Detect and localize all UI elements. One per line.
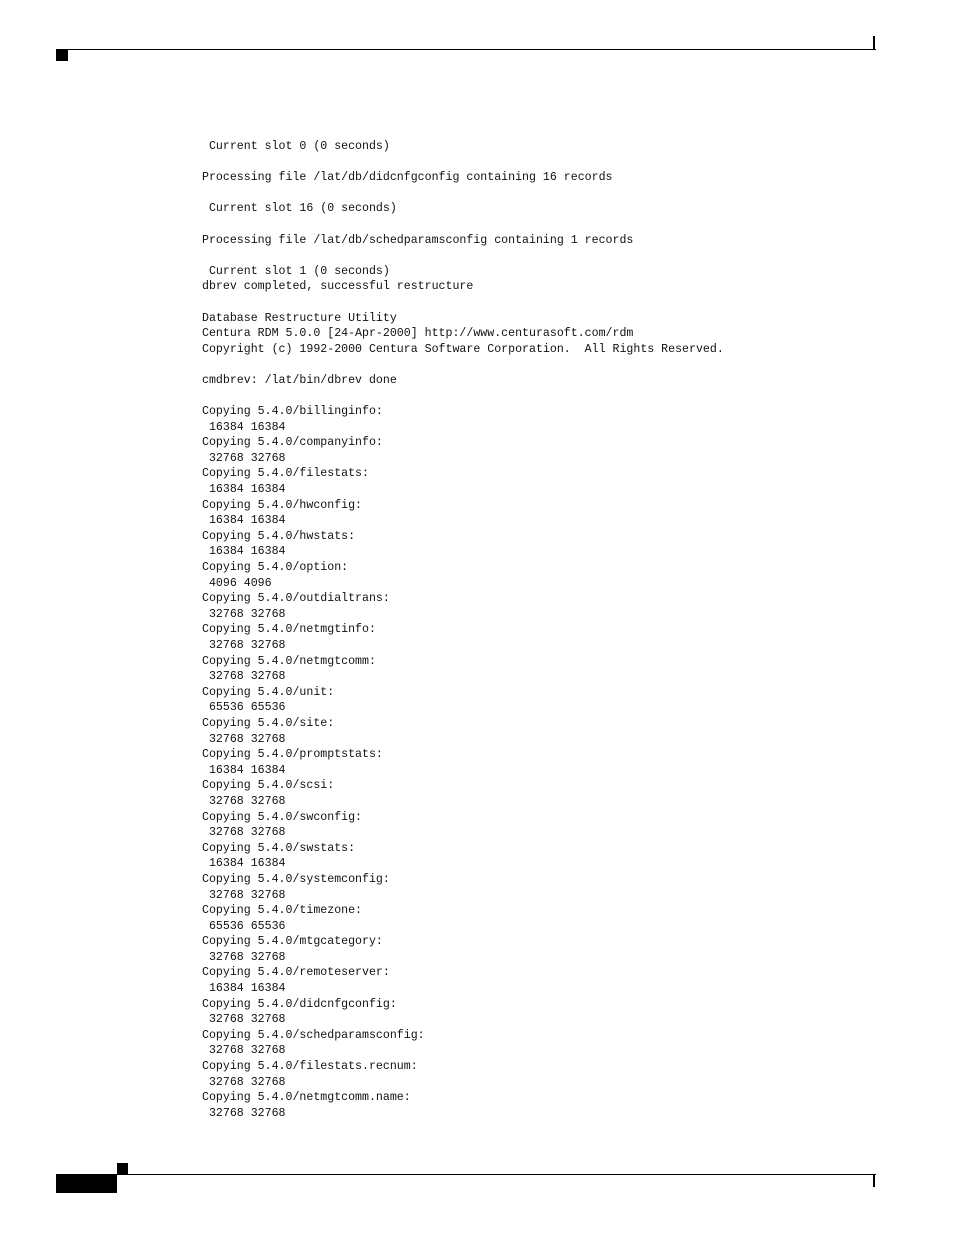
listing-line xyxy=(202,217,724,233)
header-marker xyxy=(56,50,68,61)
footer-tick-mark xyxy=(873,1175,875,1187)
listing-line: 32768 32768 xyxy=(202,1075,286,1089)
listing-line: 32768 32768 xyxy=(202,950,286,964)
listing-line: 32768 32768 xyxy=(202,732,286,746)
listing-line: Copying 5.4.0/filestats.recnum: xyxy=(202,1060,418,1074)
listing-line: Copying 5.4.0/systemconfig: xyxy=(202,872,390,886)
listing-line: Copying 5.4.0/netmgtinfo: xyxy=(202,623,376,637)
code-listing xyxy=(202,139,724,1121)
listing-line: Copyright (c) 1992-2000 Centura Software Corporation. All Rights Reserved. xyxy=(202,342,724,356)
listing-line: 32768 32768 xyxy=(202,826,286,840)
footer-rule xyxy=(56,1174,876,1175)
listing-line: Copying 5.4.0/swstats: xyxy=(202,841,356,855)
footer-marker xyxy=(117,1163,128,1174)
listing-line: Copying 5.4.0/hwconfig: xyxy=(202,498,363,512)
listing-line: 16384 16384 xyxy=(202,420,286,434)
listing-line: 32768 32768 xyxy=(202,1106,286,1120)
listing-line: Copying 5.4.0/scsi: xyxy=(202,779,335,793)
header-tick-mark xyxy=(873,36,875,50)
listing-line: Processing file /lat/db/schedparamsconfig containing 1 records xyxy=(202,233,634,247)
footer-page-block xyxy=(56,1175,117,1193)
listing-line: Copying 5.4.0/netmgtcomm: xyxy=(202,654,376,668)
listing-line: 32768 32768 xyxy=(202,639,286,652)
listing-line: dbrev completed, successful restructure xyxy=(202,280,474,294)
listing-line: 16384 16384 xyxy=(202,763,286,777)
listing-line: 16384 16384 xyxy=(202,982,286,996)
listing-line: 32768 32768 xyxy=(202,1044,286,1058)
listing-line: Copying 5.4.0/billinginfo: xyxy=(202,405,383,419)
listing-line: 32768 32768 xyxy=(202,1013,286,1027)
listing-line: Database Restructure Utility xyxy=(202,311,397,325)
listing-line: 32768 32768 xyxy=(202,888,286,902)
listing-line: Current slot 1 (0 seconds) xyxy=(202,264,390,278)
listing-line: cmdbrev: /lat/bin/dbrev done xyxy=(202,373,397,387)
listing-line: 32768 32768 xyxy=(202,607,286,621)
listing-line: Copying 5.4.0/filestats: xyxy=(202,467,369,481)
listing-line: Copying 5.4.0/schedparamsconfig: xyxy=(202,1028,425,1042)
listing-line: Processing file /lat/db/didcnfgconfig containing 16 records xyxy=(202,171,613,185)
listing-line: Copying 5.4.0/outdialtrans: xyxy=(202,592,390,606)
listing-line: Copying 5.4.0/promptstats: xyxy=(202,748,383,762)
listing-line: Copying 5.4.0/mtgcategory: xyxy=(202,935,383,949)
listing-line: Copying 5.4.0/swconfig: xyxy=(202,810,363,824)
listing-line: 16384 16384 xyxy=(202,514,286,528)
listing-line xyxy=(202,186,724,202)
listing-line: Centura RDM 5.0.0 [24-Apr-2000] http://www.centurasoft.com/rdm xyxy=(202,327,634,341)
listing-line: 4096 4096 xyxy=(202,576,272,590)
listing-line: Copying 5.4.0/unit: xyxy=(202,685,335,699)
listing-line: Copying 5.4.0/companyinfo: xyxy=(202,436,383,450)
listing-line xyxy=(202,248,724,264)
listing-line: Copying 5.4.0/site: xyxy=(202,716,335,730)
listing-line: Current slot 16 (0 seconds) xyxy=(202,202,397,216)
listing-line: Copying 5.4.0/netmgtcomm.name: xyxy=(202,1091,411,1105)
listing-line xyxy=(202,155,724,171)
listing-line: 32768 32768 xyxy=(202,451,286,465)
listing-line: 65536 65536 xyxy=(202,919,286,933)
listing-line: 16384 16384 xyxy=(202,545,286,559)
listing-line: 16384 16384 xyxy=(202,483,286,497)
listing-line: 65536 65536 xyxy=(202,701,286,715)
listing-line: Copying 5.4.0/didcnfgconfig: xyxy=(202,997,397,1011)
listing-line xyxy=(202,295,724,311)
listing-line xyxy=(202,389,724,405)
listing-line: Copying 5.4.0/remoteserver: xyxy=(202,966,390,980)
listing-line: 16384 16384 xyxy=(202,857,286,871)
listing-line: Copying 5.4.0/timezone: xyxy=(202,904,363,918)
listing-line: Copying 5.4.0/option: xyxy=(202,561,349,575)
listing-line: Copying 5.4.0/hwstats: xyxy=(202,529,356,543)
listing-line: Current slot 0 (0 seconds) xyxy=(202,140,390,153)
listing-line xyxy=(202,357,724,373)
listing-line: 32768 32768 xyxy=(202,670,286,684)
listing-line: 32768 32768 xyxy=(202,794,286,808)
header-rule xyxy=(56,49,876,50)
